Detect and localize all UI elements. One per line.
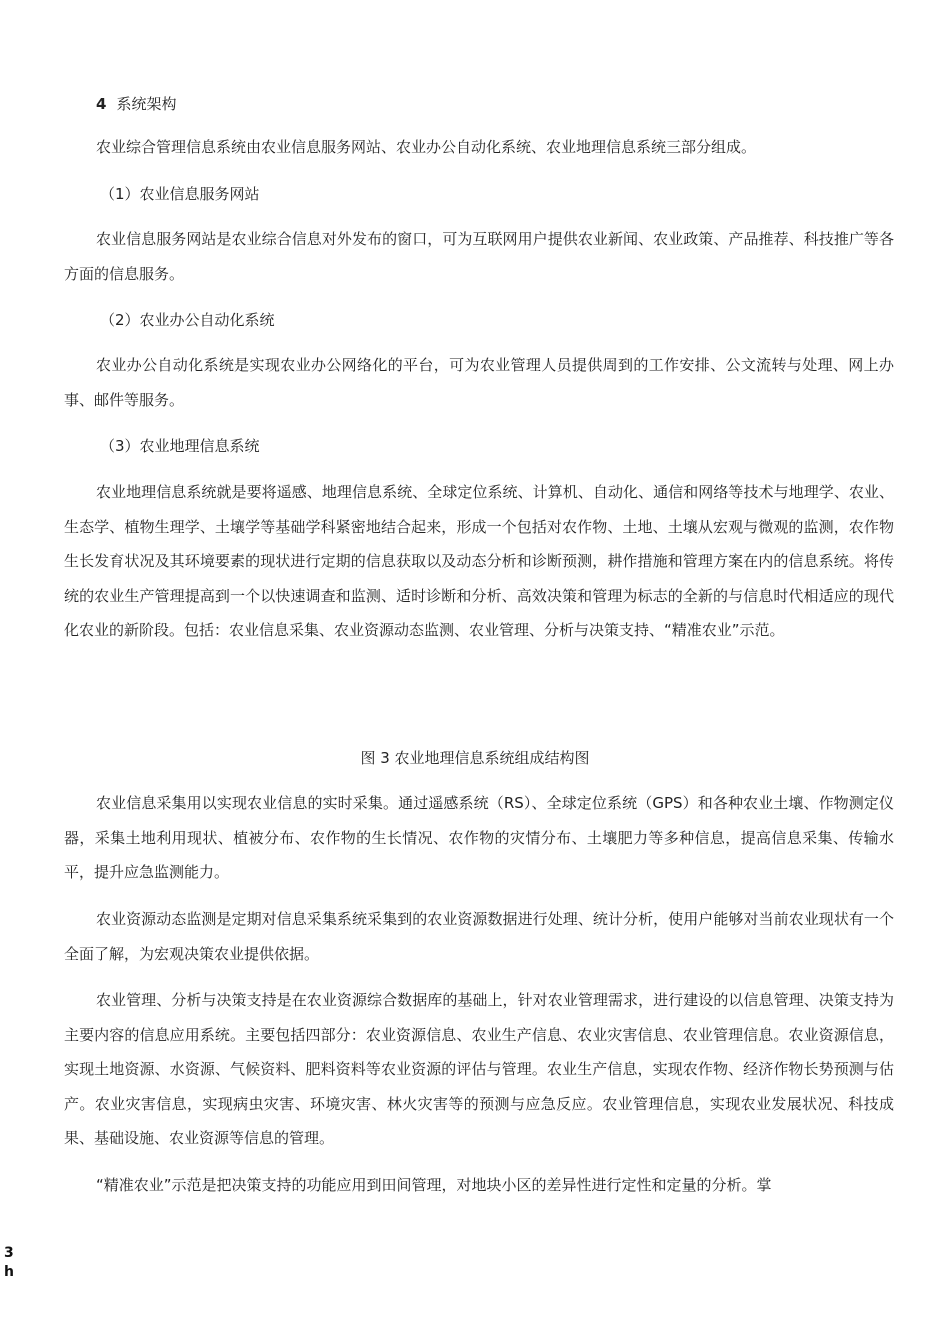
subsection-1-title: （1）农业信息服务网站 <box>100 185 260 203</box>
section-heading <box>96 94 176 114</box>
figure-caption: 图 3 农业地理信息系统组成结构图 <box>360 749 590 767</box>
margin-mark: 3 h <box>4 1245 14 1280</box>
subsection-2-title: （2）农业办公自动化系统 <box>100 311 275 329</box>
section-number: 4 <box>96 95 107 113</box>
subsection-3-title: （3）农业地理信息系统 <box>100 437 260 455</box>
management-paragraph: 农业管理、分析与决策支持是在农业资源综合数据库的基础上，针对农业管理需求，进行建设的以信息管理、决策支持为主要内容的信息应用系统。主要包括四部分：农业资源信息、农业生产信息、农业灾害信息、农业管理信息。农业资源信息，实现土地资源、水资源、气候资料、肥料资料等农业资源的评估与管理。农业生产信息，实现农作物、经济作物长势预测与估产。农业灾害信息，实现病虫灾害、环境灾害、林火灾害等的预测与应急反应。农业管理信息，实现农业发展状况、科技成果、基础设施、农业资源等信息的管理。 <box>64 991 894 1147</box>
subsection-2-body: 农业办公自动化系统是实现农业办公网络化的平台，可为农业管理人员提供周到的工作安排、公文流转与处理、网上办事、邮件等服务。 <box>64 356 894 409</box>
monitoring-paragraph: 农业资源动态监测是定期对信息采集系统采集到的农业资源数据进行处理、统计分析，使用户能够对当前农业现状有一个全面了解，为宏观决策农业提供依据。 <box>64 910 894 963</box>
precision-paragraph: “精准农业”示范是把决策支持的功能应用到田间管理，对地块小区的差异性进行定性和定量的分析。掌 <box>96 1176 772 1194</box>
subsection-3-body: 农业地理信息系统就是要将遥感、地理信息系统、全球定位系统、计算机、自动化、通信和网络等技术与地理学、农业、生态学、植物生理学、土壤学等基础学科紧密地结合起来，形成一个包括对农作物、土地、土壤从宏观与微观的监测，农作物生长发育状况及其环境要素的现状进行定期的信息获取以及动态分析和诊断预测，耕作措施和管理方案在内的信息系统。将传统的农业生产管理提高到一个以快速调查和监测、适时诊断和分析、高效决策和管理为标志的全新的与信息时代相适应的现代化农业的新阶段。包括：农业信息采集、农业资源动态监测、农业管理、分析与决策支持、“精准农业”示范。 <box>64 483 894 639</box>
collection-paragraph: 农业信息采集用以实现农业信息的实时采集。通过遥感系统（RS）、全球定位系统（GPS）和各种农业土壤、作物测定仪器，采集土地利用现状、植被分布、农作物的生长情况、农作物的灾情分布、土壤肥力等多种信息，提高信息采集、传输水平，提升应急监测能力。 <box>64 794 894 881</box>
section-title: 系统架构 <box>116 95 177 113</box>
intro-paragraph: 农业综合管理信息系统由农业信息服务网站、农业办公自动化系统、农业地理信息系统三部分组成。 <box>96 138 757 156</box>
subsection-1-body: 农业信息服务网站是农业综合信息对外发布的窗口，可为互联网用户提供农业新闻、农业政策、产品推荐、科技推广等各方面的信息服务。 <box>64 230 894 283</box>
